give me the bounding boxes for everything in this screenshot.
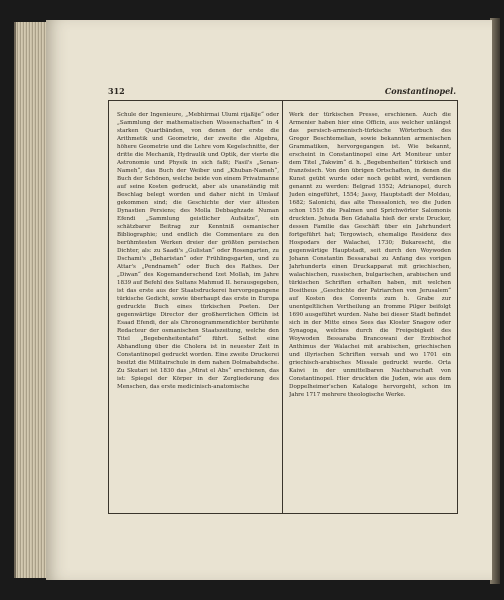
text-frame (108, 100, 458, 514)
text-column-left: Schule der Ingenieure, „Mebhirmai Ulumi rijaßije“ oder „Sammlung der mathematischen Wissenschaften“ in 4 starken Quartbänden, von denen der erste die Arithmetik und Geometrie, der zweite die Algebra, höhere Geometrie und die Lehre vom Kegelschnitte, der dritte die Mechanik, Hydraulik und Optik, der vierte die Astronomie und Physik in sich faßt; Fasil's „Senan-Nameh“, das Buch der Weiber und „Khuban-Nameh“, Buch der Schönen, welche beide von einem Privatmanne auf seine Kosten gedruckt, aber als unanständig mit Beschlag belegt worden und daher nicht in Umlauf gekommen sind; die Geschichte der vier ältesten Dynastien Persiens; des Molla Debbaghzade Numan Efendi „Sammlung geistlicher Aufsätze“, ein schätzbarer Beitrag zur Kenntniß osmanischer Bibliographie; und endlich die Commentare zu den berühmtesten Werken dreier der größten persischen Dichter, als: zu Saadi's „Gulistan“ oder Rosengarten, zu Dschami's „Beharistan“ oder Frühlingsgarten, und zu Attar's „Pendnameh“ oder Buch des Rathes. Der „Diwan“ des Kogemanderschend Izet Mollah, im Jahre 1839 auf Befehl des Sultans Mahmud II. herausgegeben, ist das erste aus der Staatsdruckerei hervorgegangene türkische Gedicht, sowie überhaupt das erste in Europa gedruckte Buch eines türkischen Poeten. Der gegenwärtige Director der großherrlichen Officin ist Esaad Efendi, der als Chronogrammendichter berühmte Redacteur der osmanischen Staatszeitung, welche den Titel „Begebenheitentafel“ führt. Selbst eine Abhandlung über die Cholera ist in neuester Zeit in Constantinopel gedruckt worden. Eine zweite Druckerei besitzt die Militairschule in dem nahen Dolmabahdsche. Zu Skutari ist 1830 das „Mirat el Abs“ erschienen, das ist: Spiegel der Körper in der Zergliederung des Menschen, das erste medicinisch-anatomische (117, 112, 279, 390)
page-number: 312 (108, 86, 125, 96)
column-divider (282, 101, 283, 513)
running-head: Constantinopel. (384, 86, 456, 96)
page-header (108, 86, 456, 100)
text-column-right: Werk der türkischen Presse, erschienen. Auch die Armenier haben hier eine Officin, aus welcher unlängst das persisch-armenisch-türkische Wörterbuch des Gregor Beschtemelian, sowie bekannten armenischen Grammatiken, hervorgegangen ist. Wie bekannt, erscheint in Constantinopel eine Art Moniteur unter dem Titel „Takwim“ d. h. „Begebenheiten“ türkisch und französisch. Von den übrigen Ortschaften, in denen die Kunst geübt wurde oder noch geübt wird, verdienen genannt zu werden: Belgrad 1552; Adrianopel, durch Juden eingeführt, 1554; Jassy, Hauptstadt der Moldau, 1682; Salonichi, das alte Thessalonich, wo die Juden schon 1515 die Psalmen und Sprichwörter Salomonis druckten. Jehuda Ben Gdahalia hieß der erste Drucker, dessen Familie das Geschäft über ein Jahrhundert fortgeführt hat; Tergowisch, ehemalige Residenz des Hospodars der Walachei, 1730; Bukarescht, die gegenwärtige Hauptstadt, seit durch den Woywoden Johann Constantin Bessarabai zu Anfang des vorigen Jahrhunderts einen Druckapparat mit griechischen, walachischen, russischen, bulgarischen, arabischen und türkischen Schriften erhalten haben, mit welchen Dositheus „Geschichte der Patriarchen von Jerusalem“ auf Kosten des Convents zum h. Grabe zur unentgeltlichen Vertheilung an fromme Pilger beifolgt 1690 ausgeführt wurden. Nahe bei dieser Stadt befindet sich in der Mitte eines Sees das Kloster Snagow oder Synagoga, welches durch die Freigebigkeit des Woywoden Bessaraba Brancowani der Erzbischof Anthimus der Walachei mit arabischen, griechischen und illyrischen Schriften versah und wo 1701 ein griechisch-arabisches Missale gedruckt wurde. Orta Kaiwi in der unmittelbaren Nachbarschaft von Constantinopel. Hier druckten die Juden, wie aus dem Doppelheimer'schen Kataloge hervorgeht, schon im Jahre 1717 mehrere theologische Werke. (289, 112, 451, 398)
